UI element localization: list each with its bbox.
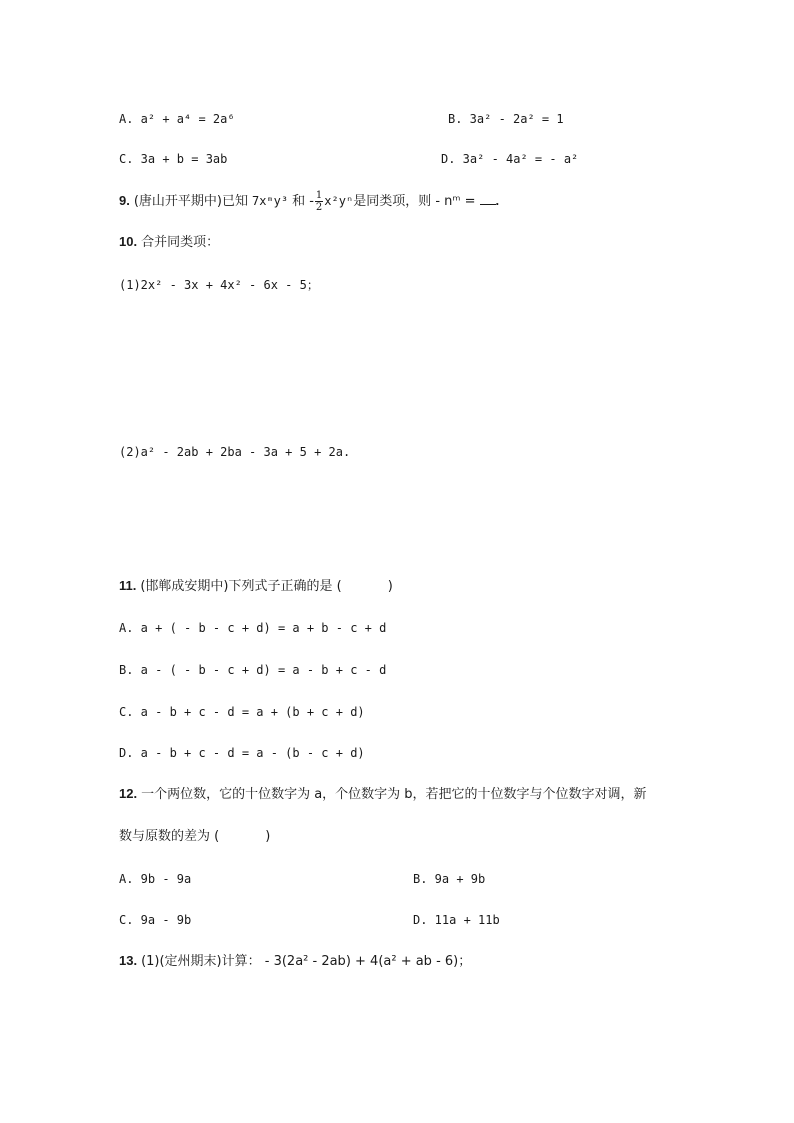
question-11 bbox=[119, 577, 393, 596]
question-9-number: 9. bbox=[119, 193, 130, 208]
question-10 bbox=[119, 233, 219, 252]
q12-option-b: B. 9a + 9b bbox=[413, 872, 486, 886]
q12-option-d: D. 11a + 11b bbox=[413, 913, 500, 927]
question-9-term2: x²yⁿ bbox=[324, 194, 354, 208]
question-11-close-paren: ) bbox=[387, 579, 393, 594]
question-9-and: 和 - bbox=[292, 194, 314, 209]
question-10-title: 合并同类项： bbox=[141, 235, 220, 250]
question-12-line2 bbox=[119, 827, 270, 846]
question-11-stem: (邯郸成安期中)下列式子正确的是 ( bbox=[140, 579, 342, 594]
question-12-stem-line1: 一个两位数，它的十位数字为 a，个位数字为 b，若把它的十位数字与个位数字对调，新 bbox=[141, 787, 647, 802]
question-10-part-2: (2)a² - 2ab + 2ba - 3a + 5 + 2a. bbox=[119, 445, 351, 459]
fraction-denominator: 2 bbox=[315, 202, 323, 213]
q8-option-a: A. a² + a⁴ = 2a⁶ bbox=[119, 112, 235, 126]
fraction-numerator: 1 bbox=[315, 190, 323, 201]
question-12-close-paren: ) bbox=[265, 829, 271, 844]
question-10-number: 10. bbox=[119, 234, 138, 249]
question-13-number: 13. bbox=[119, 953, 138, 968]
question-12 bbox=[119, 785, 647, 804]
q12-option-a: A. 9b - 9a bbox=[119, 872, 192, 886]
question-13 bbox=[119, 952, 471, 971]
question-9-end: . bbox=[495, 193, 500, 208]
question-10-part-1: (1)2x² - 3x + 4x² - 6x - 5； bbox=[119, 278, 319, 292]
q8-option-c: C. 3a + b = 3ab bbox=[119, 152, 228, 166]
answer-blank bbox=[480, 192, 496, 205]
question-9-term1: 7xᵐy³ bbox=[251, 194, 289, 208]
q11-option-c: C. a - b + c - d = a + (b + c + d) bbox=[119, 705, 365, 719]
q12-option-c: C. 9a - 9b bbox=[119, 913, 192, 927]
question-13-stem: (1)(定州期末)计算： - 3(2a² - 2ab) + 4(a² + ab - 6)； bbox=[141, 954, 472, 969]
q11-option-a: A. a + ( - b - c + d) = a + b - c + d bbox=[119, 621, 387, 635]
question-12-stem-line2: 数与原数的差为 ( bbox=[119, 829, 220, 844]
question-9 bbox=[119, 190, 499, 213]
q8-option-b: B. 3a² - 2a² = 1 bbox=[448, 112, 564, 126]
question-11-number: 11. bbox=[119, 578, 137, 593]
question-9-fraction bbox=[315, 190, 323, 213]
q11-option-d: D. a - b + c - d = a - (b - c + d) bbox=[119, 746, 365, 760]
question-12-number: 12. bbox=[119, 786, 138, 801]
question-9-tail: 是同类项，则 - nᵐ = bbox=[353, 194, 476, 209]
question-9-source: (唐山开平期中)已知 bbox=[133, 194, 248, 209]
q8-option-d: D. 3a² - 4a² = - a² bbox=[441, 152, 579, 166]
q11-option-b: B. a - ( - b - c + d) = a - b + c - d bbox=[119, 663, 387, 677]
